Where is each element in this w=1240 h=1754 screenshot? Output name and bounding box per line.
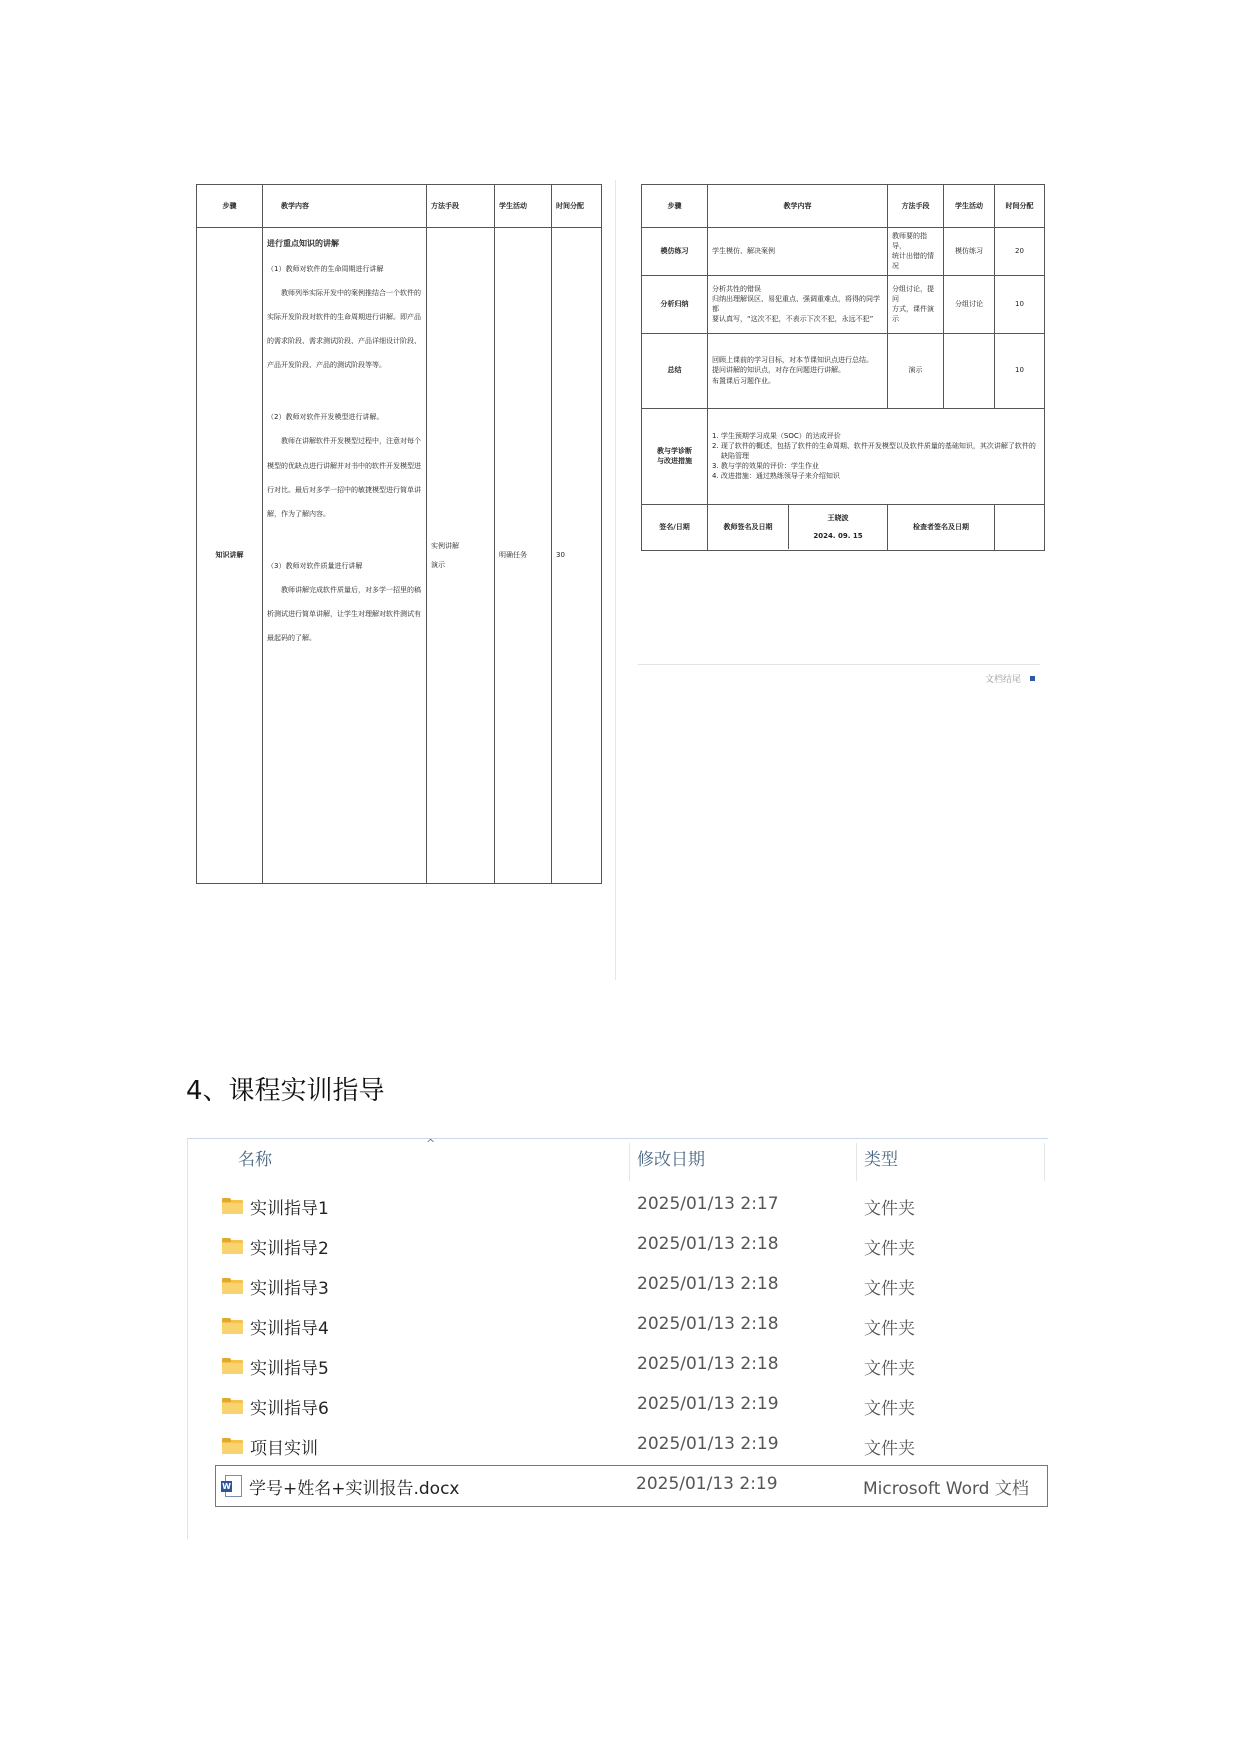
sort-caret-icon[interactable]: ^ [426,1137,436,1150]
checker-sign-cell [995,504,1045,550]
file-row[interactable] [188,1266,1048,1306]
table-row [642,275,1045,333]
folder-icon [222,1238,244,1254]
teacher-signature [789,505,887,549]
header-time: 时间分配 [995,185,1045,228]
reflection-label: 与改进措施 [657,457,692,466]
file-row-selected[interactable] [215,1465,1048,1507]
reflection-label: 教与学诊断 [657,446,692,455]
reflection-line: 缺陷管理 [721,451,749,460]
left-table-header-row [197,185,602,228]
p1-line: 教师列举实际开发中的案例推结合一个软件的 [281,288,421,297]
content-line: 学生模仿、解决案例 [712,247,775,256]
activity-cell: 分组讨论 [944,275,995,333]
method-cell [427,228,495,884]
p1-line: 的需求阶段、需求测试阶段、产品详细设计阶段、 [267,337,421,346]
folder-icon [222,1198,244,1214]
file-name: 实训指导2 [250,1239,329,1259]
reflection-row [642,408,1045,504]
p3-line: 教师讲解完成软件质量后，对多学一招里的稿 [281,586,421,595]
method-cell [888,275,944,333]
p3-title: （3）教师对软件质量进行讲解 [267,562,363,570]
p2-line: 教师在讲解软件开发模型过程中，注意对每个 [281,437,421,446]
time-cell: 30 [552,228,602,884]
content-line: 布置课后习题作业。 [712,376,775,385]
right-table-header-row [642,185,1045,228]
method-line: 统计出错的情况 [892,252,934,271]
file-row[interactable] [188,1346,1048,1386]
header-content: 教学内容 [708,185,888,228]
activity-cell: 明确任务 [495,228,552,884]
content-line: 提问讲解的知识点，对存在问题进行讲解。 [712,366,845,375]
reflection-line: 1. 学生预期学习成果（SOC）的达成评价 [712,431,841,440]
header-step: 步骤 [197,185,263,228]
time-cell: 10 [995,275,1045,333]
left-table-body-row [197,228,602,884]
file-row[interactable] [188,1306,1048,1346]
file-date: 2025/01/13 2:18 [637,1274,779,1294]
p2-line: 模型的优缺点进行讲解并对书中的软件开发模型进 [267,461,421,470]
file-name: 学号+姓名+实训报告.docx [249,1479,460,1499]
method-line: 教师要的指导， [892,232,927,251]
method-cell [888,228,944,276]
teacher-date: 2024. 09. 15 [813,532,863,541]
file-type: 文件夹 [864,1439,915,1459]
page-divider [615,180,616,980]
content-cell [263,228,427,884]
file-row[interactable] [188,1426,1048,1466]
step-cell: 分析归纳 [642,275,708,333]
word-doc-icon: W [221,1478,243,1494]
teacher-sign-label: 教师签名及日期 [708,505,789,549]
content-line: 要认真写，“这次不犯，不表示下次不犯，永远不犯” [712,315,874,324]
file-date: 2025/01/13 2:18 [637,1234,779,1254]
p1-title: （1）教师对软件的生命周期进行讲解 [267,264,384,273]
time-cell: 20 [995,228,1045,276]
file-type: 文件夹 [864,1199,915,1219]
right-lesson-table [641,184,1045,551]
activity-cell: 模仿练习 [944,228,995,276]
activity-cell [944,333,995,408]
p1-line: 产品开发阶段、产品的测试阶段等等。 [267,361,386,370]
file-row[interactable] [188,1226,1048,1266]
header-activity: 学生活动 [495,185,552,228]
content-cell [708,333,888,408]
header-content: 教学内容 [263,185,427,228]
column-header-name[interactable]: 名称 [238,1150,272,1170]
file-name: 项目实训 [250,1439,318,1459]
file-type: Microsoft Word 文档 [863,1479,1029,1499]
file-type: 文件夹 [864,1319,915,1339]
section-heading: 4、课程实训指导 [186,1076,385,1106]
file-date: 2025/01/13 2:19 [637,1394,779,1414]
method-line: 演示 [431,560,445,569]
header-method: 方法手段 [888,185,944,228]
file-name: 实训指导3 [250,1279,329,1299]
folder-icon [222,1358,244,1374]
file-name: 实训指导6 [250,1399,329,1419]
left-lesson-table [196,184,602,884]
signature-row [642,504,1045,550]
file-date: 2025/01/13 2:18 [637,1314,779,1334]
table-row [642,333,1045,408]
sign-label-cell: 签名/日期 [642,504,708,550]
method-line: 实例讲解 [431,542,459,551]
checker-sign-label: 检查者签名及日期 [888,504,995,550]
file-type: 文件夹 [864,1239,915,1259]
column-header-type[interactable]: 类型 [864,1150,898,1170]
p3-line: 最起码的了解。 [267,634,316,643]
reflection-line: 3. 教与学的效果的评价：学生作业 [712,462,819,471]
content-line: 归纳出理解误区、易犯重点、强调重难点，将得的同学都 [712,294,880,314]
header-time: 时间分配 [552,185,602,228]
page-end-square [1030,676,1035,681]
column-separator[interactable] [629,1143,630,1181]
p2-line: 行对比。最后对多学一招中的敏捷模型进行简单讲 [267,485,421,494]
header-method: 方法手段 [427,185,495,228]
content-cell [708,228,888,276]
reflection-label-cell [642,408,708,504]
folder-icon [222,1438,244,1454]
teacher-sign-cell [708,504,888,550]
time-cell: 10 [995,333,1045,408]
file-date: 2025/01/13 2:17 [637,1194,779,1214]
folder-icon [222,1398,244,1414]
step-cell: 总结 [642,333,708,408]
method-line: 分组讨论，提问 [892,284,934,303]
teacher-name: 王晓波 [827,513,849,522]
file-name: 实训指导5 [250,1359,329,1379]
column-header-date[interactable]: 修改日期 [637,1150,705,1170]
header-activity: 学生活动 [944,185,995,228]
page-footer-line [638,664,1040,665]
p2-line: 解，作为了解内容。 [267,509,330,518]
file-type: 文件夹 [864,1279,915,1299]
file-type: 文件夹 [864,1399,915,1419]
folder-icon [222,1278,244,1294]
content-line: 回顾上课前的学习目标，对本节课知识点进行总结。 [712,356,873,365]
file-name: 实训指导1 [250,1199,329,1219]
method-line: 演示 [908,366,923,375]
p3-line: 析测试进行简单讲解，让学生对理解对软件测试有 [267,610,421,619]
table-row [642,228,1045,276]
step-cell: 模仿练习 [642,228,708,276]
reflection-line: 4. 改进措施：通过熟练领导子来介绍知识 [712,472,840,481]
file-type: 文件夹 [864,1359,915,1379]
file-date: 2025/01/13 2:19 [636,1474,778,1494]
column-separator[interactable] [1044,1143,1045,1181]
method-line: 方式，课件演示 [892,305,934,324]
file-date: 2025/01/13 2:19 [637,1434,779,1454]
page-end-mark: 文档结尾 [985,675,1022,685]
file-name: 实训指导4 [250,1319,329,1339]
p1-line: 实际开发阶段对软件的生命周期进行讲解。即产品 [267,312,421,321]
header-step: 步骤 [642,185,708,228]
method-cell [888,333,944,408]
column-separator[interactable] [856,1143,857,1181]
content-line: 分析共性的错误 [712,284,761,293]
step-cell: 知识讲解 [197,228,263,884]
file-row[interactable] [188,1186,1048,1226]
file-explorer [187,1138,1048,1539]
content-cell [708,275,888,333]
reflection-line: 2. 现了软件的概述，包括了软件的生命周期、软件开发模型以及软件质量的基础知识，其次讲解了软件的 [712,441,1036,450]
reflection-content-cell [708,408,1045,504]
file-row[interactable] [188,1386,1048,1426]
file-date: 2025/01/13 2:18 [637,1354,779,1374]
content-title: 进行重点知识的讲解 [267,239,339,248]
folder-icon [222,1318,244,1334]
p2-title: （2）教师对软件开发模型进行讲解。 [267,413,384,422]
